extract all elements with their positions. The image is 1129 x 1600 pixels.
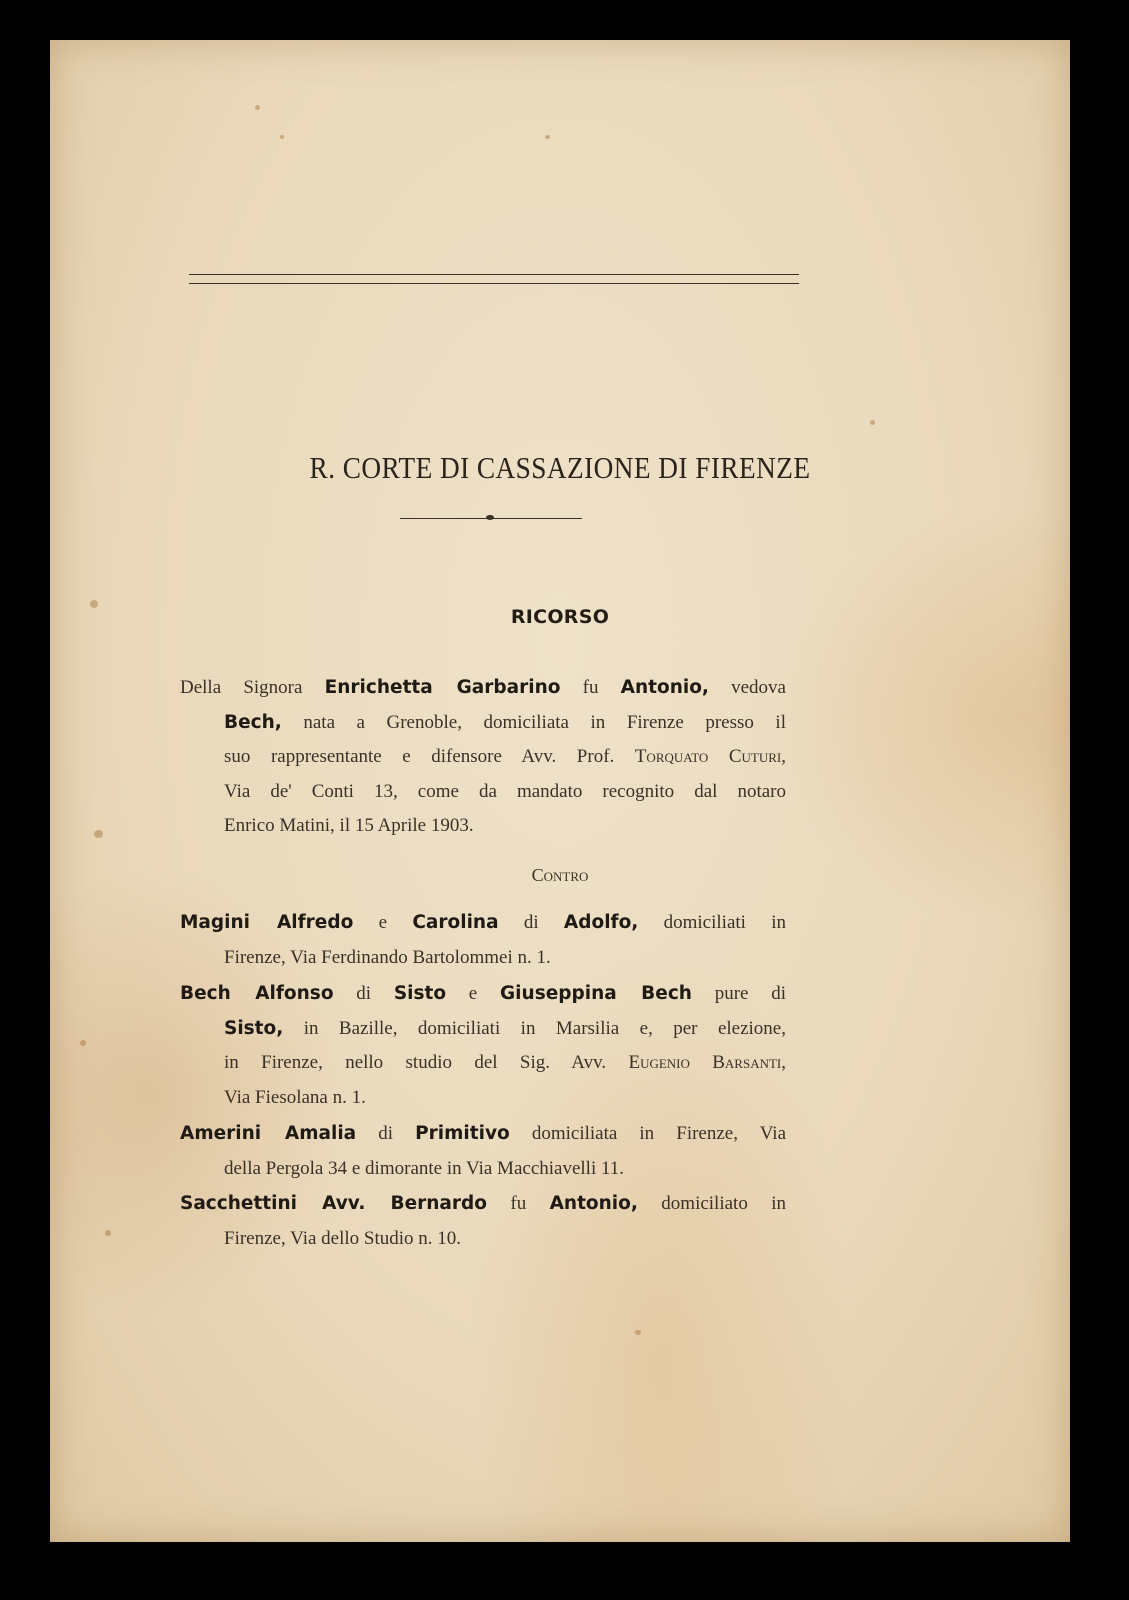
- petitioner-father: Antonio,: [620, 677, 709, 698]
- foxing-spot: [80, 1040, 86, 1046]
- foxing-spot: [635, 1330, 641, 1335]
- respondent-line: Via Fiesolana n. 1.: [224, 1086, 366, 1108]
- foxing-spot: [545, 135, 550, 139]
- contro-label: Contro: [531, 865, 589, 885]
- title-divider-ornament: [486, 515, 494, 520]
- court-title: R. CORTE DI CASSAZIONE DI FIRENZE: [309, 450, 811, 485]
- respondent-entry: [180, 977, 786, 1115]
- top-rule: [189, 274, 799, 275]
- petitioner-name: Enrichetta Garbarino: [324, 677, 561, 698]
- petitioner-line: Enrico Matini, il 15 Aprile 1903.: [224, 815, 474, 836]
- lawyer-name: Eugenio Barsanti,: [628, 1052, 787, 1073]
- respondent-line: Firenze, Via Ferdinando Bartolommei n. 1.: [224, 946, 551, 968]
- respondent-line: della Pergola 34 e dimorante in Via Macchiavelli 11.: [224, 1157, 625, 1179]
- paper-page: [50, 40, 1070, 1542]
- lawyer-name: Torquato Cuturi,: [634, 746, 786, 767]
- respondent-line: Amerini Amalia di Primitivo domiciliata in Firenze, Via: [180, 1123, 787, 1144]
- document-heading: RICORSO: [510, 606, 610, 628]
- foxing-spot: [870, 420, 875, 425]
- foxing-spot: [105, 1230, 111, 1236]
- respondent-line: Firenze, Via dello Studio n. 10.: [224, 1227, 462, 1249]
- respondent-entry: [180, 906, 786, 975]
- foxing-spot: [280, 135, 284, 139]
- respondent-line: Sacchettini Avv. Bernardo fu Antonio, domiciliato in: [180, 1193, 786, 1214]
- foxing-spot: [255, 105, 260, 110]
- respondent-line: in Firenze, nello studio del Sig. Avv. Eugenio Barsanti,: [224, 1052, 787, 1073]
- respondent-entry: [180, 1117, 786, 1186]
- petitioner-paragraph: [180, 671, 786, 844]
- petitioner-line: Della Signora Enrichetta Garbarino fu Antonio, vedova: [180, 677, 786, 698]
- petitioner-line: suo rappresentante e difensore Avv. Prof. Torquato Cuturi,: [224, 746, 786, 767]
- respondent-line: Sisto, in Bazille, domiciliati in Marsilia e, per elezione,: [224, 1017, 786, 1039]
- respondent-line: Magini Alfredo e Carolina di Adolfo, domiciliati in: [180, 912, 787, 933]
- petitioner-line: Via de' Conti 13, come da mandato recognito dal notaro: [224, 780, 786, 802]
- petitioner-line: Bech, nata a Grenoble, domiciliata in Firenze presso il: [224, 711, 786, 733]
- respondent-line: Bech Alfonso di Sisto e Giuseppina Bech pure di: [180, 983, 787, 1004]
- respondent-entry: [180, 1187, 786, 1256]
- foxing-spot: [94, 830, 103, 838]
- top-rule: [189, 283, 799, 284]
- petitioner-married-name: Bech,: [224, 711, 282, 733]
